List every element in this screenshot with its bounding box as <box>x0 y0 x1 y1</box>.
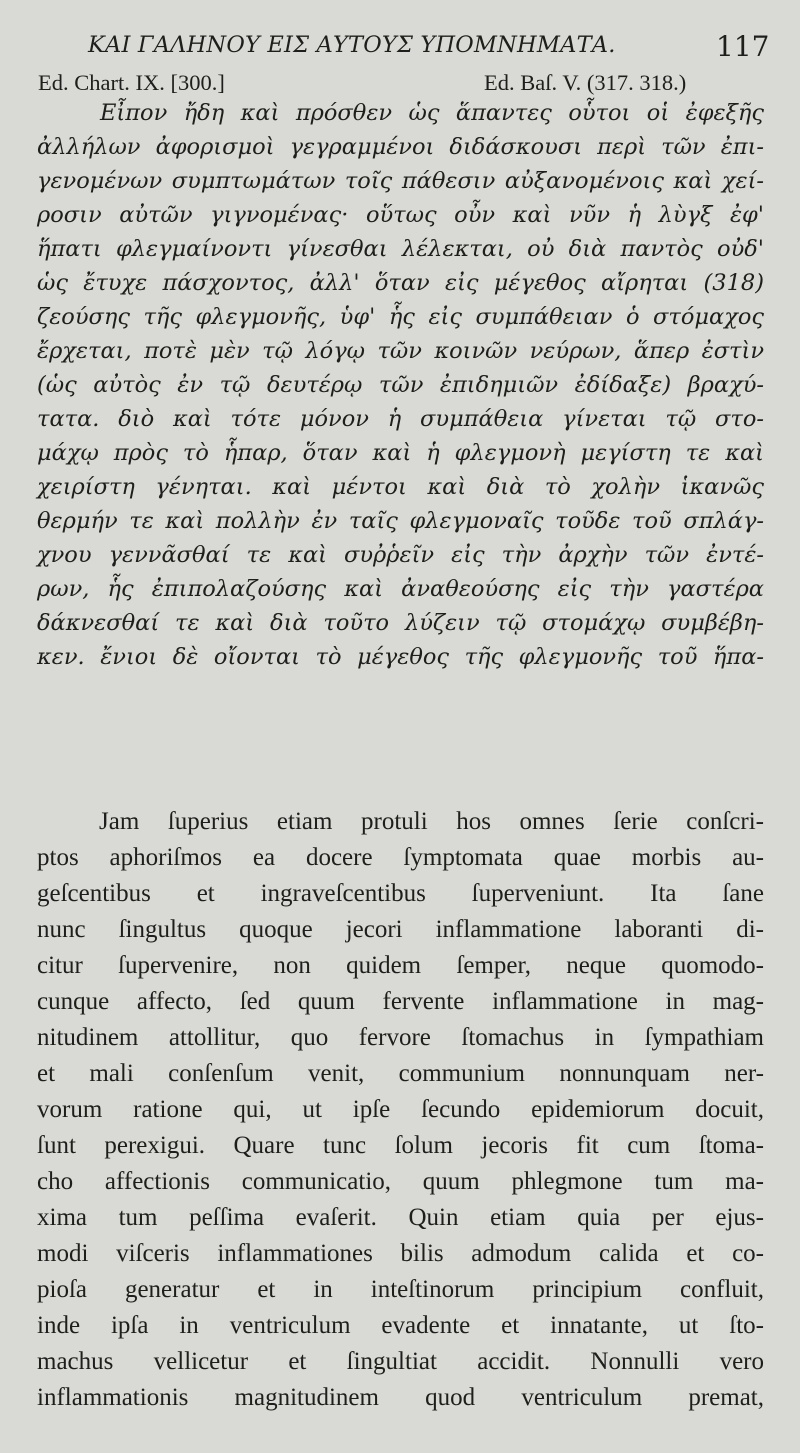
greek-line: ἥπατι φλεγμαίνοντι γίνεσθαι λέλεκται, οὐ διὰ παντὸς οὐδ' <box>37 236 764 262</box>
greek-line: ὡς ἔτυχε πάσχοντος, ἀλλ' ὅταν εἰς μέγεθος αἴρηται (318) <box>37 270 764 296</box>
greek-line: θερμήν τε καὶ πολλὴν ἐν ταῖς φλεγμοναῖς τοῦδε τοῦ σπλάγ- <box>37 508 764 534</box>
page-number: 117 <box>716 30 770 63</box>
latin-line: ptos aphoriſmos ea docere ſymptomata quae morbis au- <box>37 844 764 871</box>
latin-line: machus vellicetur et ſingultiat accidit. Nonnulli vero <box>37 1348 764 1375</box>
greek-line: ἔρχεται, ποτὲ μὲν τῷ λόγῳ τῶν κοινῶν νεύρων, ἅπερ ἐστὶν <box>37 338 764 364</box>
greek-line: ζεούσης τῆς φλεγμονῆς, ὑφ' ἧς εἰς συμπάθειαν ὁ στόμαχος <box>37 304 764 330</box>
latin-line: cunque affecto, ſed quum fervente inflammatione in mag- <box>37 988 764 1015</box>
edition-reference-basel: Ed. Baſ. V. (317. 318.) <box>484 70 687 95</box>
greek-line: ἀλλήλων ἀφορισμοὶ γεγραμμένοι διδάσκουσι περὶ τῶν ἐπι- <box>37 134 764 160</box>
latin-line: pioſa generatur et in inteſtinorum principium confluit, <box>37 1276 764 1303</box>
greek-line: ρων, ἧς ἐπιπολαζούσης καὶ ἀναθεούσης εἰς τὴν γαστέρα <box>37 576 764 602</box>
greek-line: (ὡς αὐτὸς ἐν τῷ δευτέρῳ τῶν ἐπιδημιῶν ἐδίδαξε) βραχύ- <box>37 372 764 398</box>
edition-reference-chartier: Ed. Chart. IX. [300.] <box>38 70 225 95</box>
greek-line: μάχῳ πρὸς τὸ ἧπαρ, ὅταν καὶ ἡ φλεγμονὴ μεγίστη τε καὶ <box>37 440 764 466</box>
greek-line: δάκνεσθαί τε καὶ διὰ τοῦτο λύζειν τῷ στομάχῳ συμβέβη- <box>37 610 764 636</box>
latin-line: inde ipſa in ventriculum evadente et innatante, ut ſto- <box>37 1312 764 1339</box>
greek-line: ροσιν αὐτῶν γιγνομένας· οὕτως οὖν καὶ νῦν ἡ λὺγξ ἐφ' <box>37 202 764 228</box>
latin-line: xima tum peſſima evaſerit. Quin etiam quia per ejus- <box>37 1204 764 1231</box>
running-title: ΚΑΙ ΓΑΛΗΝΟΥ ΕΙΣ ΑΥΤΟΥΣ ΥΠΟΜΝΗΜΑΤΑ. <box>88 32 616 58</box>
greek-line: χειρίστη γένηται. καὶ μέντοι καὶ διὰ τὸ χολὴν ἱκανῶς <box>37 474 764 500</box>
latin-line: cho affectionis communicatio, quum phlegmone tum ma- <box>37 1168 764 1195</box>
latin-line: geſcentibus et ingraveſcentibus ſuperveniunt. Ita ſane <box>37 880 764 907</box>
latin-line: vorum ratione qui, ut ipſe ſecundo epidemiorum docuit, <box>37 1096 764 1123</box>
latin-line: ſunt perexigui. Quare tunc ſolum jecoris fit cum ſtoma- <box>37 1132 764 1159</box>
running-head <box>0 30 800 66</box>
latin-line: nunc ſingultus quoque jecori inflammatione laboranti di- <box>37 916 764 943</box>
latin-line: Jam ſuperius etiam protuli hos omnes ſerie conſcri- <box>99 808 764 835</box>
greek-line: χνου γεννᾶσθαί τε καὶ συῤῥεῖν εἰς τὴν ἀρχὴν τῶν ἐντέ- <box>37 542 764 568</box>
greek-line: Εἶπον ἤδη καὶ πρόσθεν ὡς ἅπαντες οὗτοι οἱ ἐφεξῆς <box>100 100 764 126</box>
latin-line: inflammationis magnitudinem quod ventriculum premat, <box>37 1384 764 1411</box>
greek-line: κεν. ἔνιοι δὲ οἴονται τὸ μέγεθος τῆς φλεγμονῆς τοῦ ἥπα- <box>37 644 764 670</box>
latin-line: nitudinem attollitur, quo fervore ſtomachus in ſympathiam <box>37 1024 764 1051</box>
latin-line: et mali conſenſum venit, communium nonnunquam ner- <box>37 1060 764 1087</box>
latin-line: modi viſceris inflammationes bilis admodum calida et co- <box>37 1240 764 1267</box>
greek-line: γενομένων συμπτωμάτων τοῖς πάθεσιν αὐξανομένοις καὶ χεί- <box>37 168 764 194</box>
greek-line: τατα. διὸ καὶ τότε μόνον ἡ συμπάθεια γίνεται τῷ στο- <box>37 406 764 432</box>
latin-line: citur ſupervenire, non quidem ſemper, neque quomodo- <box>37 952 764 979</box>
